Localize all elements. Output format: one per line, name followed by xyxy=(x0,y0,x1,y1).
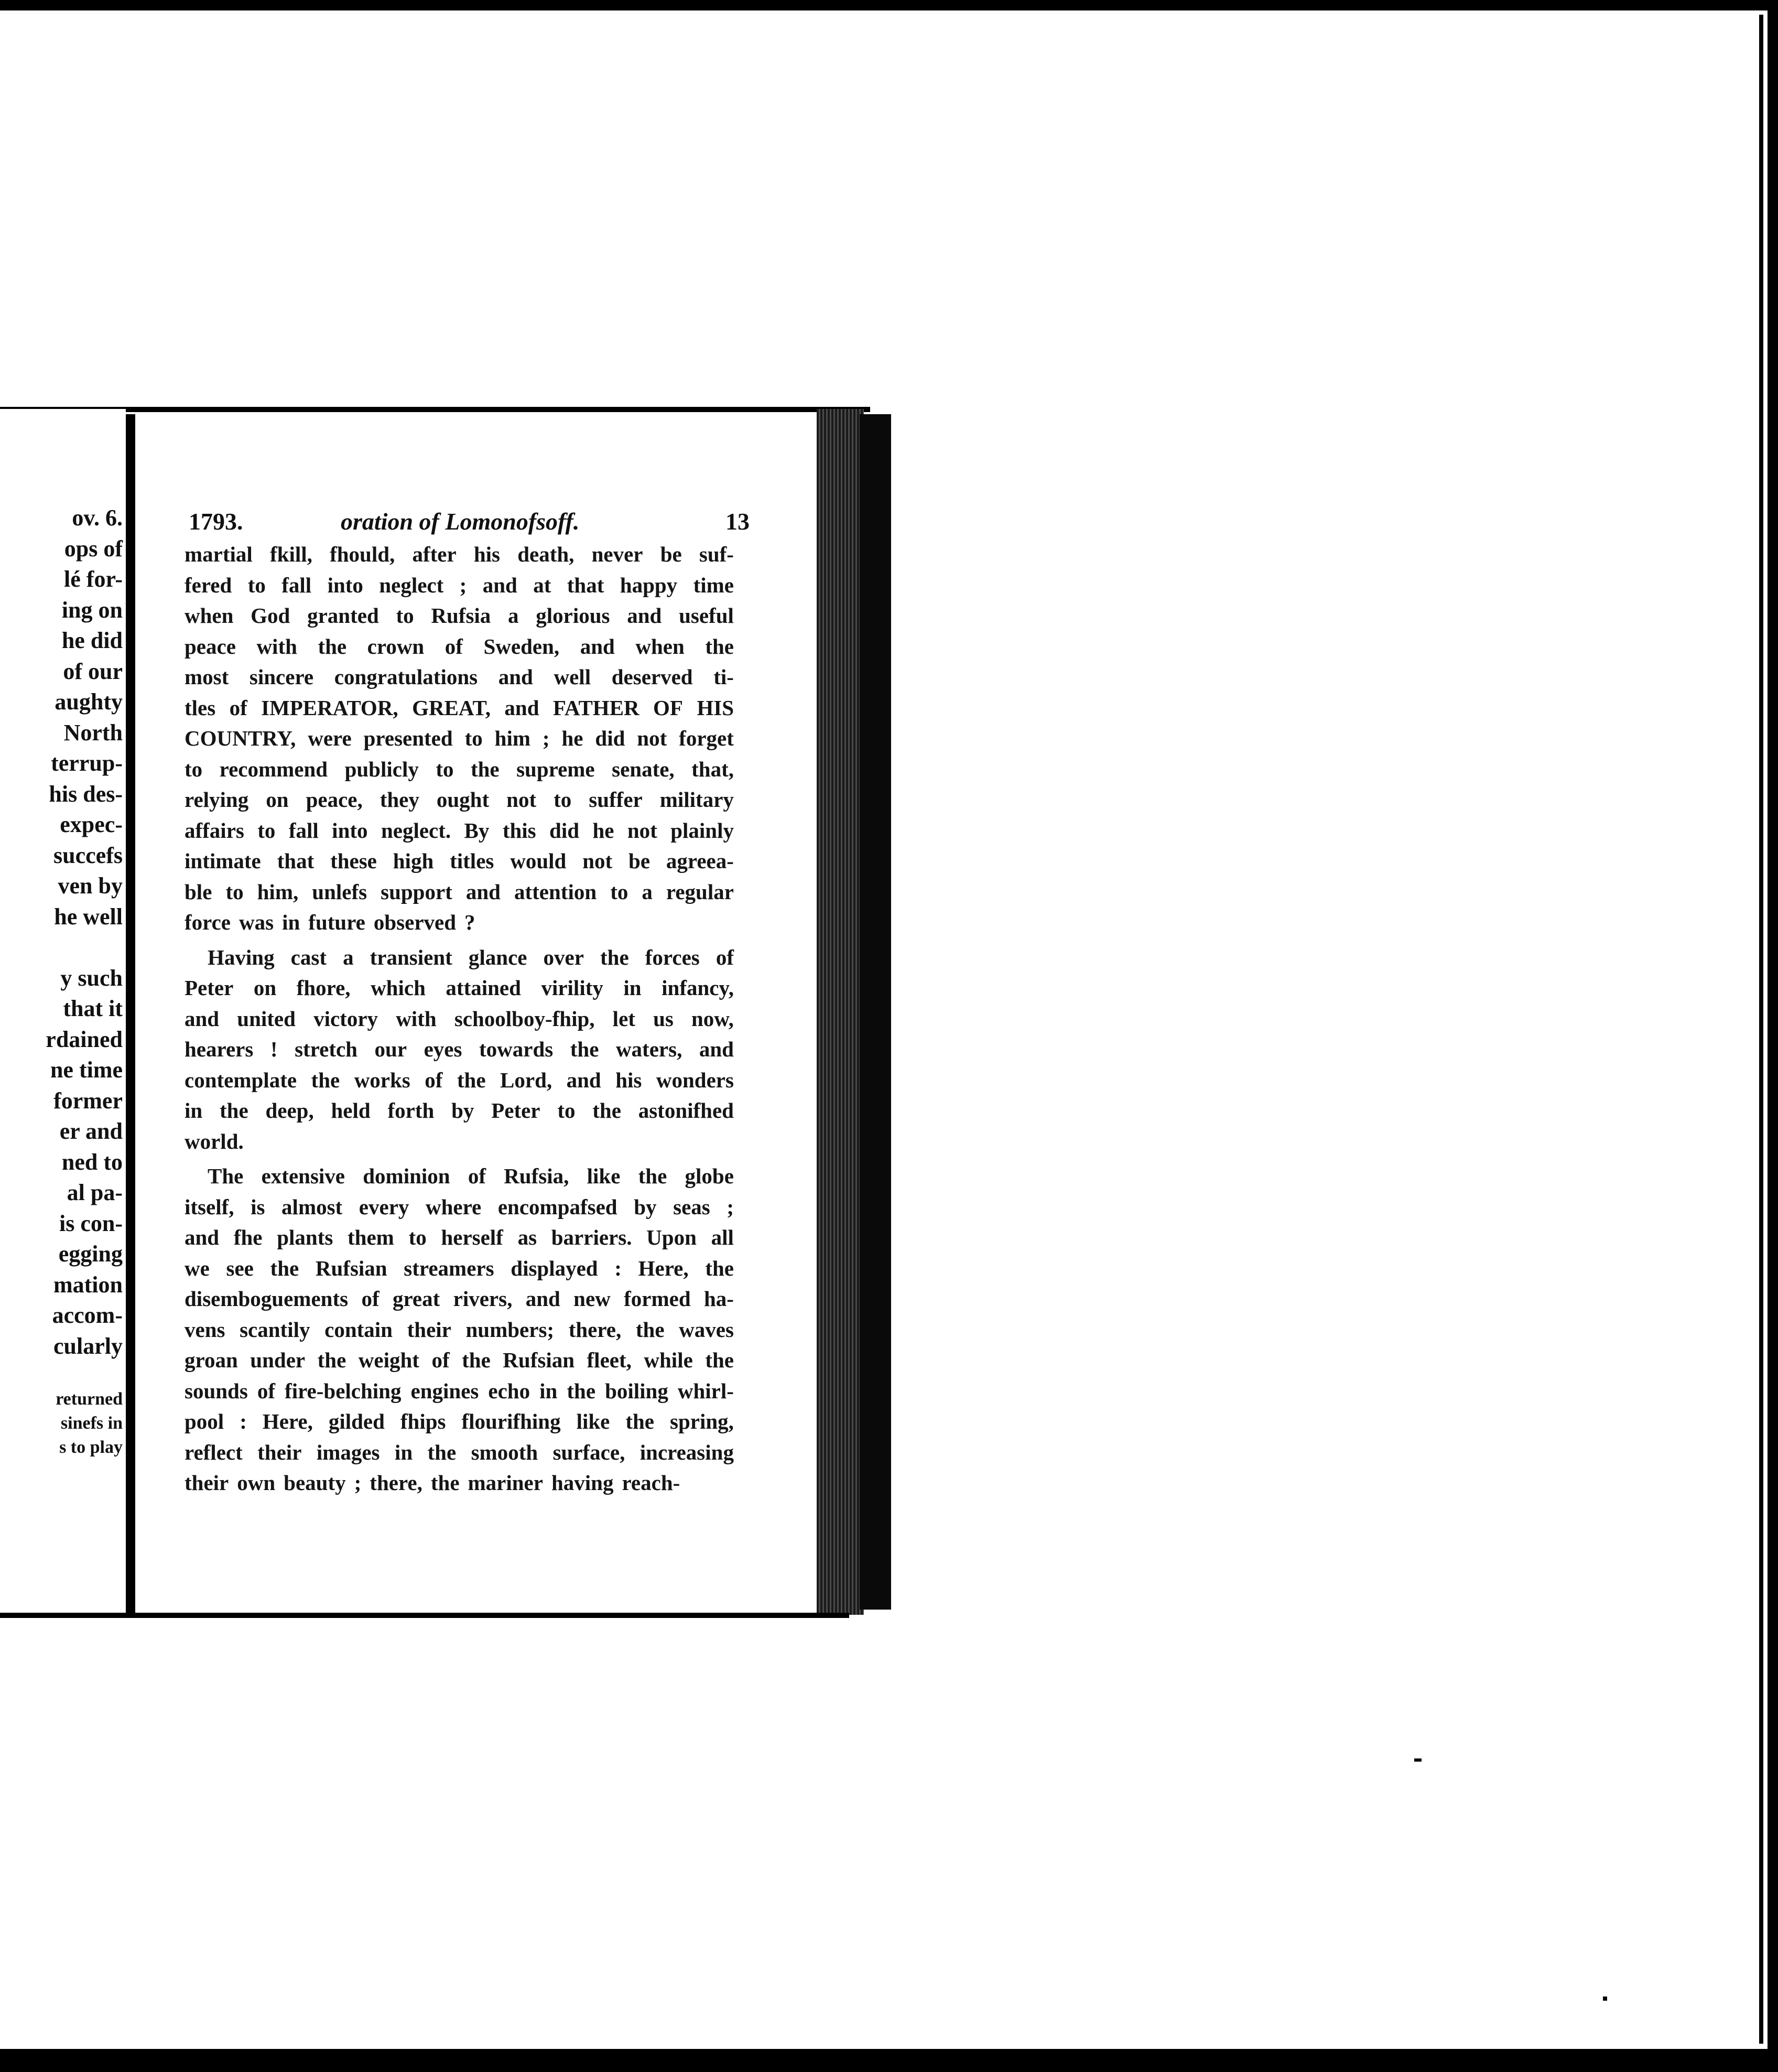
left-page-footnote-line: sinefs in xyxy=(60,1413,123,1433)
text-line: disemboguements of great rivers, and new formed ha- xyxy=(185,1287,734,1311)
left-page-line: ned to xyxy=(61,1149,123,1175)
text-line: reflect their images in the smooth surface, increasing xyxy=(185,1440,734,1464)
text-line: in the deep, held forth by Peter to the astonifhed xyxy=(185,1098,734,1123)
text-line: vens scantily contain their numbers; there, the waves xyxy=(185,1317,734,1342)
left-page-line: ven by xyxy=(58,873,123,899)
left-page-line: succefs xyxy=(53,842,123,868)
body-text xyxy=(185,539,734,1498)
left-page-line: cularly xyxy=(53,1333,123,1359)
paragraph-gap xyxy=(185,938,734,942)
left-page-fragment xyxy=(0,409,126,1615)
text-line: when God granted to Rufsia a glorious and useful xyxy=(185,603,734,628)
text-line: groan under the weight of the Rufsian fleet, while the xyxy=(185,1348,734,1372)
text-line: world. xyxy=(185,1129,244,1153)
text-line: to recommend publicly to the supreme senate, that, xyxy=(185,757,734,781)
left-page-footnote-line: returned xyxy=(56,1389,123,1409)
text-line: we see the Rufsian streamers displayed : Here, the xyxy=(185,1256,734,1280)
running-head-year: 1793. xyxy=(189,508,243,535)
text-line: force was in future observed ? xyxy=(185,910,475,934)
book-gutter xyxy=(126,414,135,1615)
left-page-line: ov. 6. xyxy=(72,505,123,531)
text-line: and fhe plants them to herself as barriers. Upon all xyxy=(185,1225,734,1249)
left-page-line: of our xyxy=(63,658,123,684)
text-line: martial fkill, fhould, after his death, never be suf- xyxy=(185,542,734,566)
left-page-line: is con- xyxy=(59,1210,123,1236)
text-line: Having cast a transient glance over the forces of xyxy=(208,945,734,969)
text-line: their own beauty ; there, the mariner having reach- xyxy=(185,1471,680,1495)
left-page-line: accom- xyxy=(52,1302,123,1328)
text-line: tles of IMPERATOR, GREAT, and FATHER OF HIS xyxy=(185,695,734,720)
page-edges xyxy=(817,409,864,1615)
text-line: intimate that these high titles would not be agreea- xyxy=(185,849,734,873)
left-page-line: er and xyxy=(59,1118,123,1144)
text-line: pool : Here, gilded fhips flourifhing like the spring, xyxy=(185,1409,734,1433)
left-page-line: mation xyxy=(53,1271,123,1298)
left-page-line: former xyxy=(53,1087,123,1114)
left-page-line: he did xyxy=(61,628,123,653)
running-head-title: oration of Lomonofsoff. xyxy=(341,508,580,535)
text-line: peace with the crown of Sweden, and when the xyxy=(185,634,734,659)
left-page-line: his des- xyxy=(49,781,123,807)
left-page-line: terrup- xyxy=(51,750,123,776)
left-page-line: he well xyxy=(54,903,123,930)
left-page-line: lé for- xyxy=(64,566,123,592)
text-line: itself, is almost every where encompafsed by seas ; xyxy=(185,1194,734,1219)
scan-speck xyxy=(1603,1997,1607,2001)
left-page-line: al pa- xyxy=(67,1180,123,1205)
text-line: and united victory with schoolboy-fhip, let us now, xyxy=(185,1006,734,1031)
scan-border-right xyxy=(1768,0,1778,2072)
left-page-line: egging xyxy=(58,1241,123,1267)
text-line: affairs to fall into neglect. By this did he not plainly xyxy=(185,818,734,843)
scan-speck xyxy=(1414,1758,1422,1762)
scan-border-line xyxy=(1759,15,1763,2044)
left-page-footnote-line: s to play xyxy=(59,1438,123,1457)
text-line: fered to fall into neglect ; and at that happy time xyxy=(185,573,734,597)
text-line: relying on peace, they ought not to suffer military xyxy=(185,787,734,812)
text-line: most sincere congratulations and well deserved ti- xyxy=(185,665,734,689)
left-page-line: ing on xyxy=(61,597,123,623)
left-page-line: North xyxy=(63,719,123,746)
text-line: The extensive dominion of Rufsia, like the globe xyxy=(208,1164,734,1188)
left-page-line: expec- xyxy=(60,812,123,837)
left-page-line: aughty xyxy=(55,689,123,715)
text-line: Peter on fhore, which attained virility in infancy, xyxy=(185,976,734,1000)
running-head xyxy=(189,508,750,539)
left-page-line: y such xyxy=(60,965,123,991)
text-line: hearers ! stretch our eyes towards the waters, and xyxy=(185,1037,734,1061)
paragraph-gap xyxy=(185,1157,734,1161)
text-line: sounds of fire-belching engines echo in the boiling whirl- xyxy=(185,1378,734,1403)
book-cover-edge xyxy=(860,414,891,1610)
book-bottom-edge xyxy=(0,1613,849,1618)
left-page-line: ops of xyxy=(64,535,123,562)
book-top-edge xyxy=(0,407,870,412)
left-page-line: that it xyxy=(63,996,123,1021)
left-page-line: ne time xyxy=(50,1057,123,1083)
text-line: contemplate the works of the Lord, and his wonders xyxy=(185,1067,734,1092)
text-line: COUNTRY, were presented to him ; he did not forget xyxy=(185,726,734,750)
page-number: 13 xyxy=(725,508,750,535)
text-line: ble to him, unlefs support and attention to a regular xyxy=(185,879,734,904)
left-page-line: rdained xyxy=(46,1026,123,1052)
